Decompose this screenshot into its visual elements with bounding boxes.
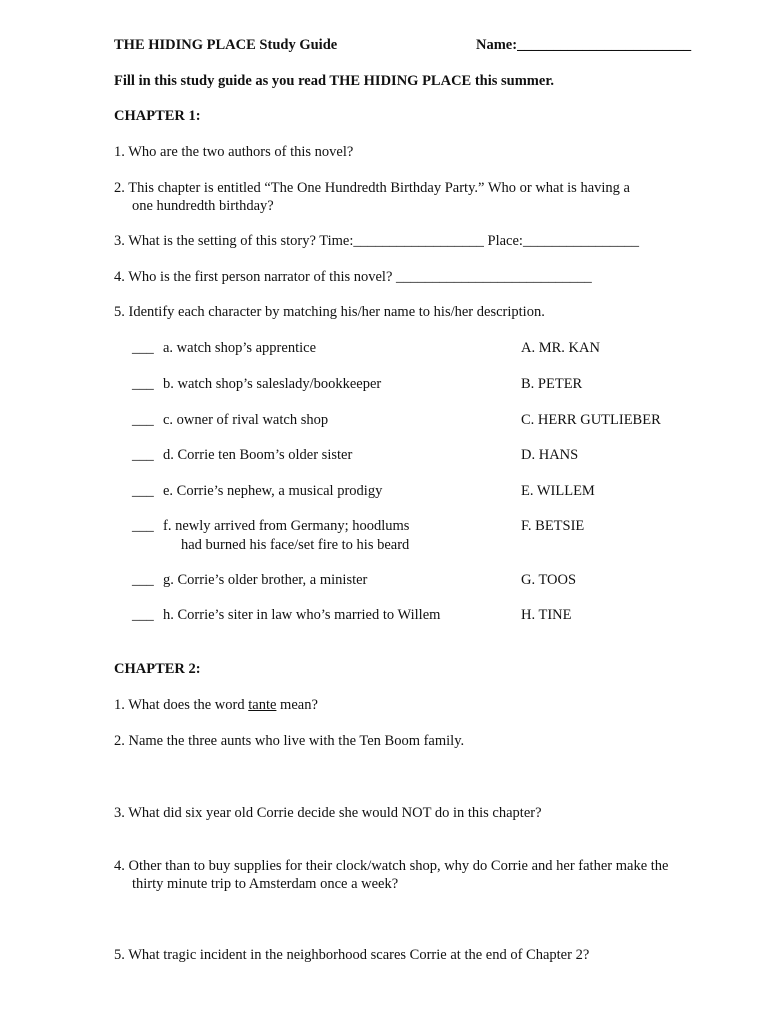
match-answer: C. HERR GUTLIEBER bbox=[521, 412, 661, 428]
match-answer: F. BETSIE bbox=[521, 518, 585, 534]
match-description: b. watch shop’s saleslady/bookkeeper bbox=[163, 376, 382, 392]
match-answer: E. WILLEM bbox=[521, 483, 595, 499]
match-answer: A. MR. KAN bbox=[521, 340, 600, 356]
ch1-question-2-continued: one hundredth birthday? bbox=[132, 198, 274, 214]
match-blank: ___ bbox=[132, 607, 154, 623]
match-blank: ___ bbox=[132, 447, 154, 463]
match-description: c. owner of rival watch shop bbox=[163, 412, 329, 428]
ch2-question-5: 5. What tragic incident in the neighborhood scares Corrie at the end of Chapter 2? bbox=[114, 947, 590, 963]
match-description: h. Corrie’s siter in law who’s married to Willem bbox=[163, 607, 441, 623]
ch2-question-1-end: mean? bbox=[276, 697, 318, 713]
match-answer: G. TOOS bbox=[521, 572, 577, 588]
chapter-1-heading: CHAPTER 1: bbox=[114, 108, 201, 124]
match-blank: ___ bbox=[132, 572, 154, 588]
ch1-question-2: 2. This chapter is entitled “The One Hundredth Birthday Party.” Who or what is having a bbox=[114, 180, 630, 196]
match-answer: B. PETER bbox=[521, 376, 583, 392]
match-description: a. watch shop’s apprentice bbox=[163, 340, 317, 356]
document-title: THE HIDING PLACE Study Guide bbox=[114, 37, 338, 53]
match-answer: H. TINE bbox=[521, 607, 572, 623]
match-blank: ___ bbox=[132, 412, 154, 428]
match-blank: ___ bbox=[132, 376, 154, 392]
ch2-question-4-continued: thirty minute trip to Amsterdam once a week? bbox=[132, 876, 399, 892]
ch2-question-1-text: 1. What does the word bbox=[114, 697, 249, 713]
match-blank: ___ bbox=[132, 483, 154, 499]
match-answer: D. HANS bbox=[521, 447, 579, 463]
match-blank: ___ bbox=[132, 340, 154, 356]
match-description-continued: had burned his face/set fire to his beard bbox=[181, 537, 410, 553]
match-description: g. Corrie’s older brother, a minister bbox=[163, 572, 368, 588]
match-blank: ___ bbox=[132, 518, 154, 534]
ch2-question-4: 4. Other than to buy supplies for their clock/watch shop, why do Corrie and her father make the bbox=[114, 858, 669, 874]
match-description: d. Corrie ten Boom’s older sister bbox=[163, 447, 353, 463]
ch1-question-4: 4. Who is the first person narrator of this novel? ___________________________ bbox=[114, 269, 592, 285]
match-description: f. newly arrived from Germany; hoodlums bbox=[163, 518, 410, 534]
ch2-question-2: 2. Name the three aunts who live with the Ten Boom family. bbox=[114, 733, 465, 749]
ch1-question-1: 1. Who are the two authors of this novel? bbox=[114, 144, 354, 160]
chapter-2-heading: CHAPTER 2: bbox=[114, 661, 201, 677]
ch1-question-3: 3. What is the setting of this story? Time:__________________ Place:________________ bbox=[114, 233, 639, 249]
vocab-word: tante bbox=[248, 697, 277, 713]
ch2-question-3: 3. What did six year old Corrie decide she would NOT do in this chapter? bbox=[114, 805, 542, 821]
ch1-question-5: 5. Identify each character by matching his/her name to his/her description. bbox=[114, 304, 545, 320]
instructions: Fill in this study guide as you read THE HIDING PLACE this summer. bbox=[114, 73, 555, 89]
ch2-question-1 bbox=[114, 696, 318, 714]
match-description: e. Corrie’s nephew, a musical prodigy bbox=[163, 483, 383, 499]
name-field: Name:________________________ bbox=[476, 37, 692, 53]
